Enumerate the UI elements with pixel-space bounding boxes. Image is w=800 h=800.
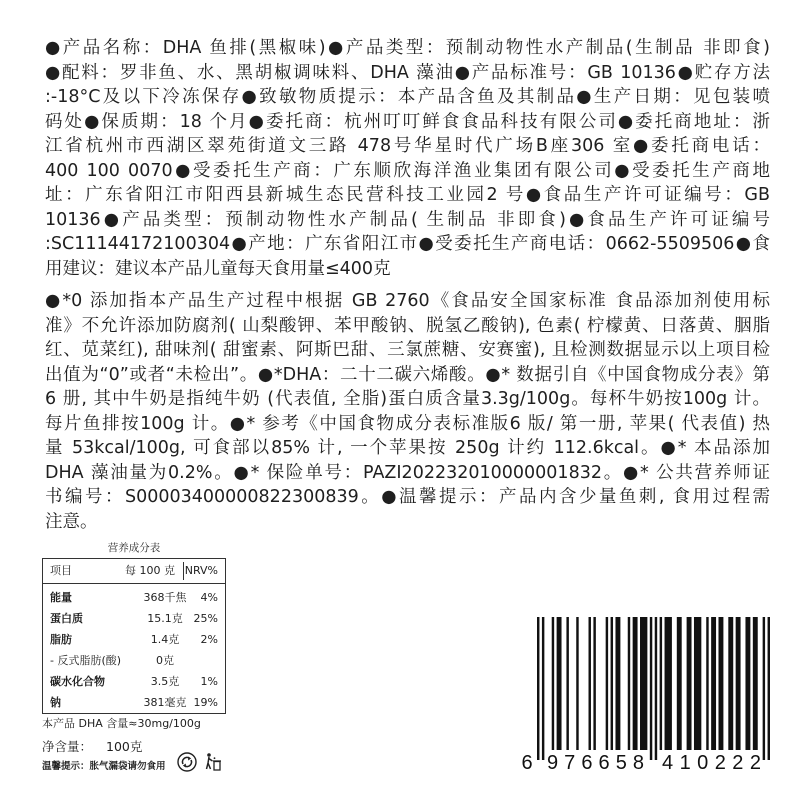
barcode-bars [537,617,770,760]
barcode-bar [633,617,638,750]
net-content-value: 100克 [106,739,143,754]
barcode-bar [615,617,620,750]
label-text-line: :SC11144172100304●产地：广东省阳江市●受委托生产商电话：0662-5509506●食 [45,234,770,254]
barcode-bar [660,617,662,750]
row-item: 碳水化合物 [50,675,105,688]
header-item: 项目 [50,564,72,577]
label-text-line: ●配料：罗非鱼、水、黑胡椒调味料、DHA 藻油●产品标准号：GB 10136●贮存方法 [45,62,770,83]
row-item: 钠 [50,696,61,709]
label-text-line: :-18°C及以下冷冻保存●致敏物质提示：本产品含鱼及其制品●生产日期：见包装喷 [45,87,770,107]
table-row [43,608,225,629]
row-value: 1.4克 [150,633,180,646]
note-text-line: 每片鱼排按100g 计。●* 参考《中国食物成分表标准版6 版/ 第一册, 苹果( 代表值) 热 [45,413,770,434]
note-text-line: 量 53kcal/100g, 可食部以85% 计, 一个苹果按 250g 计约 112.6kcal。●* 本品添加 [45,438,770,458]
barcode-bar [576,617,578,750]
row-value: 3.5克 [150,675,180,688]
dha-content-note: 本产品 DHA 含量≈30mg/100g [42,717,201,730]
barcode-guard-bar [763,617,765,760]
net-content [42,739,142,754]
barcode-bar [611,617,613,750]
barcode-bar [566,617,568,750]
table-row [43,671,225,692]
note-text-line: 出值为“0”或者“未检出”。●*DHA：二十二碳六烯酸。●* 数据引自《中国食物成分表》第 [45,364,770,385]
note-text-line: 红、苋菜红), 甜味剂( 甜蜜素、阿斯巴甜、三氯蔗糖、安赛蜜), 且检测数据显示以上项目检 [45,340,770,360]
row-nrv: 19% [193,696,218,709]
barcode-guard-bar [655,617,657,760]
barcode-bar [628,617,630,750]
label-text-line: ●产品名称：DHA 鱼排(黑椒味)●产品类型：预制动物性水产制品(生制品 非即食) [45,38,770,58]
barcode-bar [718,617,723,750]
label-text-line: 10136●产品类型：预制动物性水产制品( 生制品 非即食)●食品生产许可证编号 [45,209,770,230]
nutrition-table-title: 营养成分表 [107,542,161,554]
notes-paragraph [45,289,770,534]
table-row [43,629,225,650]
row-nrv: 4% [200,591,218,604]
note-text-line: ●*0 添加指本产品生产过程中根据 GB 2760《食品安全国家标准 食品添加剂使用标 [45,291,770,311]
label-text-line: 400 100 0070●受委托生产商：广东顺欣海洋渔业集团有限公司●受委托生产商地 [45,160,770,181]
barcode-guard-bar [650,617,652,760]
row-nrv: 25% [193,612,218,625]
barcode [518,612,774,777]
barcode-guard-bar [542,617,544,760]
note-text-line: 书编号：S00003400000822300839。●温馨提示：产品内含少量鱼刺, 食用过程需 [45,487,770,507]
header-nrv: NRV% [184,564,218,577]
barcode-bar [589,617,591,750]
row-item: 脂肪 [50,633,72,646]
label-text-line: 江省杭州市西湖区翠苑街道文三路 478号华星时代广场B座306 室●委托商电话： [45,136,770,156]
row-value: 381毫克 [143,696,187,709]
label-text-line: 码处●保质期：18 个月●委托商：杭州叮叮鲜食食品科技有限公司●委托商地址：浙 [45,111,770,132]
barcode-first-digit: 6 [521,752,533,774]
barcode-bar [552,617,554,750]
barcode-bar [694,617,701,750]
barcode-bar [687,617,692,750]
header-per-100g: 每 100 克 [117,562,184,580]
row-value: 0克 [156,654,174,667]
barcode-bar [606,617,608,750]
barcode-bar [753,617,758,750]
nutrition-table [42,558,226,714]
barcode-bar [736,617,741,750]
label-text-line: 用建议：建议本产品儿童每天食用量≤400克 [45,258,391,279]
barcode-right-digits: 410222 [662,752,761,774]
barcode-bar [711,617,716,750]
recycle-icon [177,752,197,772]
row-value: 15.1克 [147,612,183,625]
row-nrv: 1% [200,675,218,688]
row-item: - 反式脂肪(酸) [50,654,122,667]
barcode-bar [593,617,595,750]
row-value: 368千焦 [143,591,187,604]
note-text-line: DHA 藻油量为0.2%。●* 保险单号：PAZI202232010000001832。●* 公共营养师证 [45,462,770,483]
row-item: 能量 [50,591,72,604]
net-content-label: 净含量： [42,739,93,754]
table-row [43,692,225,713]
barcode-guard-bar [537,617,539,760]
barcode-left-digits: 976658 [547,752,644,774]
barcode-bar [728,617,733,750]
barcode-bar [706,617,708,750]
warning-text: 温馨提示：胀气漏袋请勿食用 [42,761,166,772]
note-text-line: 准》不允许添加防腐剂( 山梨酸钾、苯甲酸钠、脱氢乙酸钠), 色素( 柠檬黄、日落黄、胭脂 [45,315,770,336]
barcode-bar [640,617,647,750]
product-info-paragraph [45,36,770,281]
barcode-bar [745,617,750,750]
note-text-line: 6 册, 其中牛奶是指纯牛奶 (代表值, 全脂)蛋白质含量3.3g/100g。每杯牛奶按100g 计。 [45,389,770,409]
row-item: 蛋白质 [50,612,83,625]
label-text-line: 址：广东省阳江市阳西县新城生态民营科技工业园2 号●食品生产许可证编号：GB [45,185,770,205]
row-nrv: 2% [200,633,218,646]
tidyman-icon [204,752,222,772]
barcode-guard-bar [768,617,770,760]
barcode-bar [665,617,672,750]
nutrition-header-row [43,559,225,584]
note-text-line: 注意。 [45,511,98,532]
barcode-bar [557,617,562,750]
barcode-bar [677,617,682,750]
table-row [43,587,225,608]
table-row [43,650,225,671]
